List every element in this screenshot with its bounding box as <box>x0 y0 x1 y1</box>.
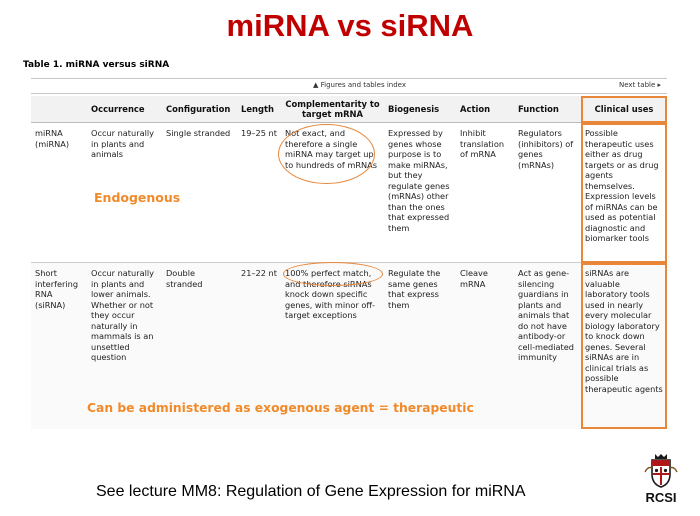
table-caption: Table 1. miRNA versus siRNA <box>23 60 170 70</box>
cell-function: Regulators (inhibitors) of genes (mRNAs) <box>514 123 581 263</box>
cell-complementarity: 100% perfect match, and therefore siRNAs knock down specific genes, with minor off-target exceptions <box>281 263 384 429</box>
header-action: Action <box>456 96 514 123</box>
cell-occurrence: Occur naturally in plants and animals <box>87 123 162 263</box>
highlight-ring-mirna-complementarity <box>278 124 375 184</box>
header-blank <box>31 96 87 123</box>
annotation-endogenous: Endogenous <box>94 190 181 205</box>
cell-action: Inhibit translation of mRNA <box>456 123 514 263</box>
table-header-row <box>31 96 667 123</box>
cell-name: Short interfering RNA (siRNA) <box>31 263 87 429</box>
header-function: Function <box>514 96 581 123</box>
cell-length: 19–25 nt <box>237 123 281 263</box>
logo-text: RCSI <box>645 490 677 505</box>
header-length: Length <box>237 96 281 123</box>
cell-clinical-uses: siRNAs are valuable laboratory tools used in nearly every molecular biology laboratory to knock down genes. Several siRNAs are in clinical trials as possible therapeutic agents <box>581 263 667 429</box>
header-occurrence: Occurrence <box>87 96 162 123</box>
slide-title: miRNA vs siRNA <box>226 8 474 43</box>
figures-index-link[interactable]: ▲ Figures and tables index <box>313 81 406 89</box>
cell-complementarity: Not exact, and therefore a single miRNA may target up to hundreds of mRNAs <box>281 123 384 263</box>
annotation-exogenous: Can be administered as exogenous agent = therapeutic <box>87 401 474 415</box>
header-complementarity: Complementarity to target mRNA <box>281 96 384 123</box>
header-biogenesis: Biogenesis <box>384 96 456 123</box>
footer-note: See lecture MM8: Regulation of Gene Expression for miRNA <box>96 483 526 500</box>
cell-configuration: Single stranded <box>162 123 237 263</box>
cell-action: Cleave mRNA <box>456 263 514 429</box>
crest-icon <box>641 450 681 490</box>
cell-length: 21–22 nt <box>237 263 281 429</box>
header-configuration: Configuration <box>162 96 237 123</box>
table-nav-bar <box>31 78 667 94</box>
cell-configuration: Double stranded <box>162 263 237 429</box>
header-clinical-uses: Clinical uses <box>581 96 667 123</box>
cell-biogenesis: Expressed by genes whose purpose is to make miRNAs, but they regulate genes (mRNAs) other than the ones that expressed them <box>384 123 456 263</box>
rcsi-logo <box>641 450 681 510</box>
cell-biogenesis: Regulate the same genes that express them <box>384 263 456 429</box>
cell-function: Act as gene-silencing guardians in plants and animals that do not have antibody-or cell-mediated immunity <box>514 263 581 429</box>
next-table-link[interactable]: Next table ▸ <box>619 81 661 89</box>
cell-name: miRNA (miRNA) <box>31 123 87 263</box>
cell-occurrence: Occur naturally in plants and lower animals. Whether or not they occur naturally in mammals is an unsettled question <box>87 263 162 429</box>
cell-clinical-uses: Possible therapeutic uses either as drug targets or as drug agents themselves. Expression levels of miRNAs can be used as potential diagnostic and biomarker tools <box>581 123 667 263</box>
highlight-ring-sirna-perfect-match <box>283 262 383 286</box>
